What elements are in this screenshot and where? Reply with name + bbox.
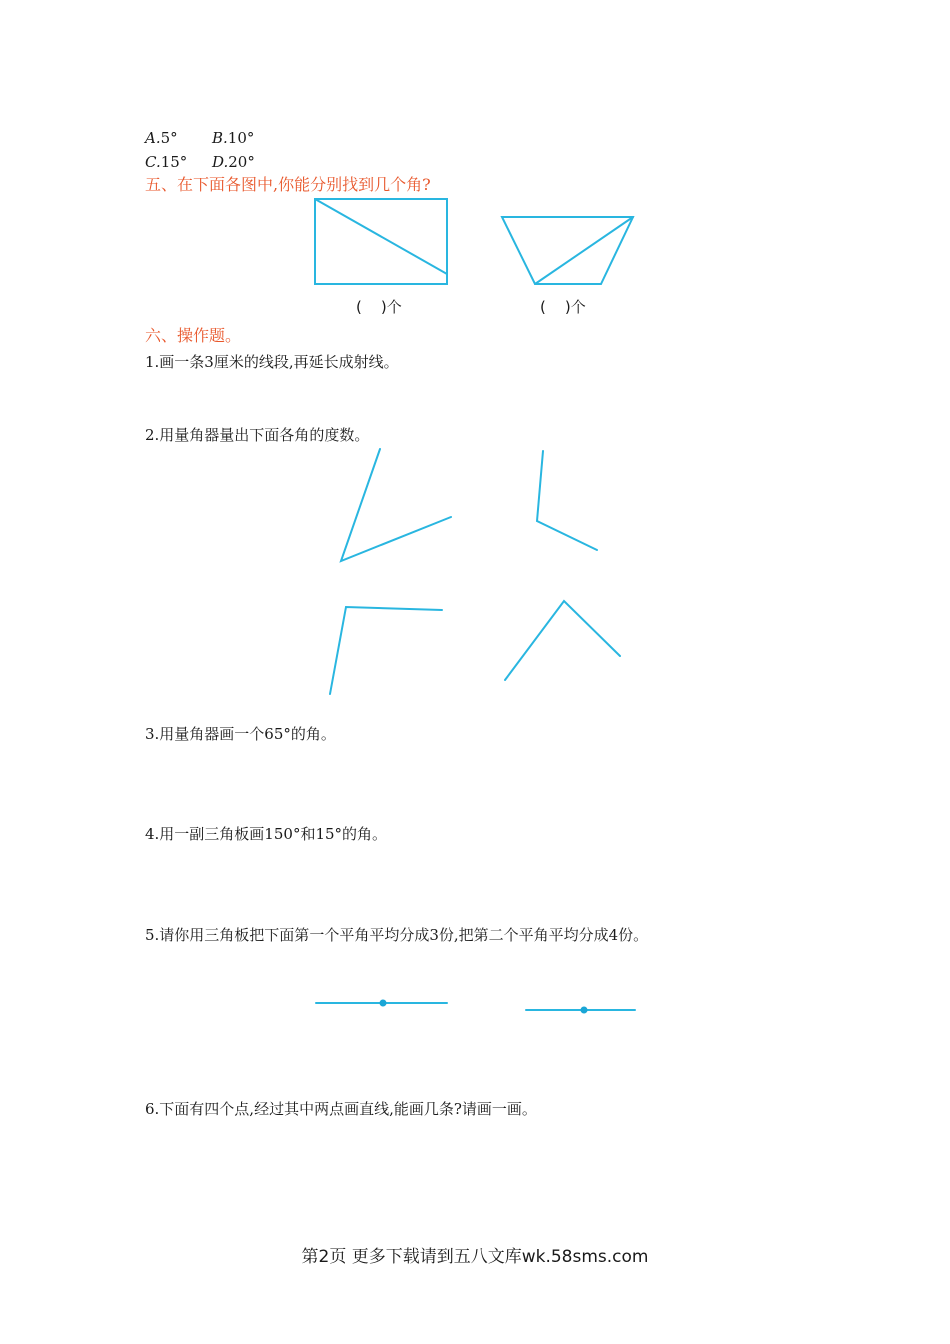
section6-title: 六、操作题。: [145, 326, 242, 345]
option-d-value: 20°: [228, 153, 255, 171]
option-d-letter: D.: [212, 153, 229, 171]
option-c-letter: C.: [145, 153, 161, 171]
section5-title: 五、在下面各图中,你能分别找到几个角?: [145, 175, 431, 194]
answer-blank-2[interactable]: ( )个: [540, 298, 586, 316]
straight-angle-1-vertex: [380, 1000, 387, 1007]
question-1: 1.画一条3厘米的线段,再延长成射线。: [145, 353, 399, 371]
option-a-value: 5°: [160, 129, 178, 147]
option-a-letter: A.: [145, 129, 161, 147]
option-b-letter: B.: [212, 129, 228, 147]
question-3: 3.用量角器画一个65°的角。: [145, 725, 336, 743]
option-b-value: 10°: [227, 129, 255, 147]
angle-4: [505, 601, 620, 680]
question-6: 6.下面有四个点,经过其中两点画直线,能画几条?请画一画。: [145, 1100, 537, 1118]
rectangle-figure: [315, 199, 447, 284]
straight-angle-2-vertex: [581, 1007, 588, 1014]
question-2: 2.用量角器量出下面各角的度数。: [145, 426, 370, 444]
angle-1: [341, 449, 451, 561]
question-5: 5.请你用三角板把下面第一个平角平均分成3份,把第二个平角平均分成4份。: [145, 926, 649, 944]
angle-3: [330, 607, 442, 694]
answer-blank-1[interactable]: ( )个: [356, 298, 402, 316]
question-4: 4.用一副三角板画150°和15°的角。: [145, 825, 388, 843]
page-footer: 第2页 更多下载请到五八文库wk.58sms.com: [301, 1247, 649, 1267]
option-c-value: 15°: [160, 153, 188, 171]
trapezoid-figure: [502, 217, 633, 284]
angle-2: [537, 451, 597, 550]
